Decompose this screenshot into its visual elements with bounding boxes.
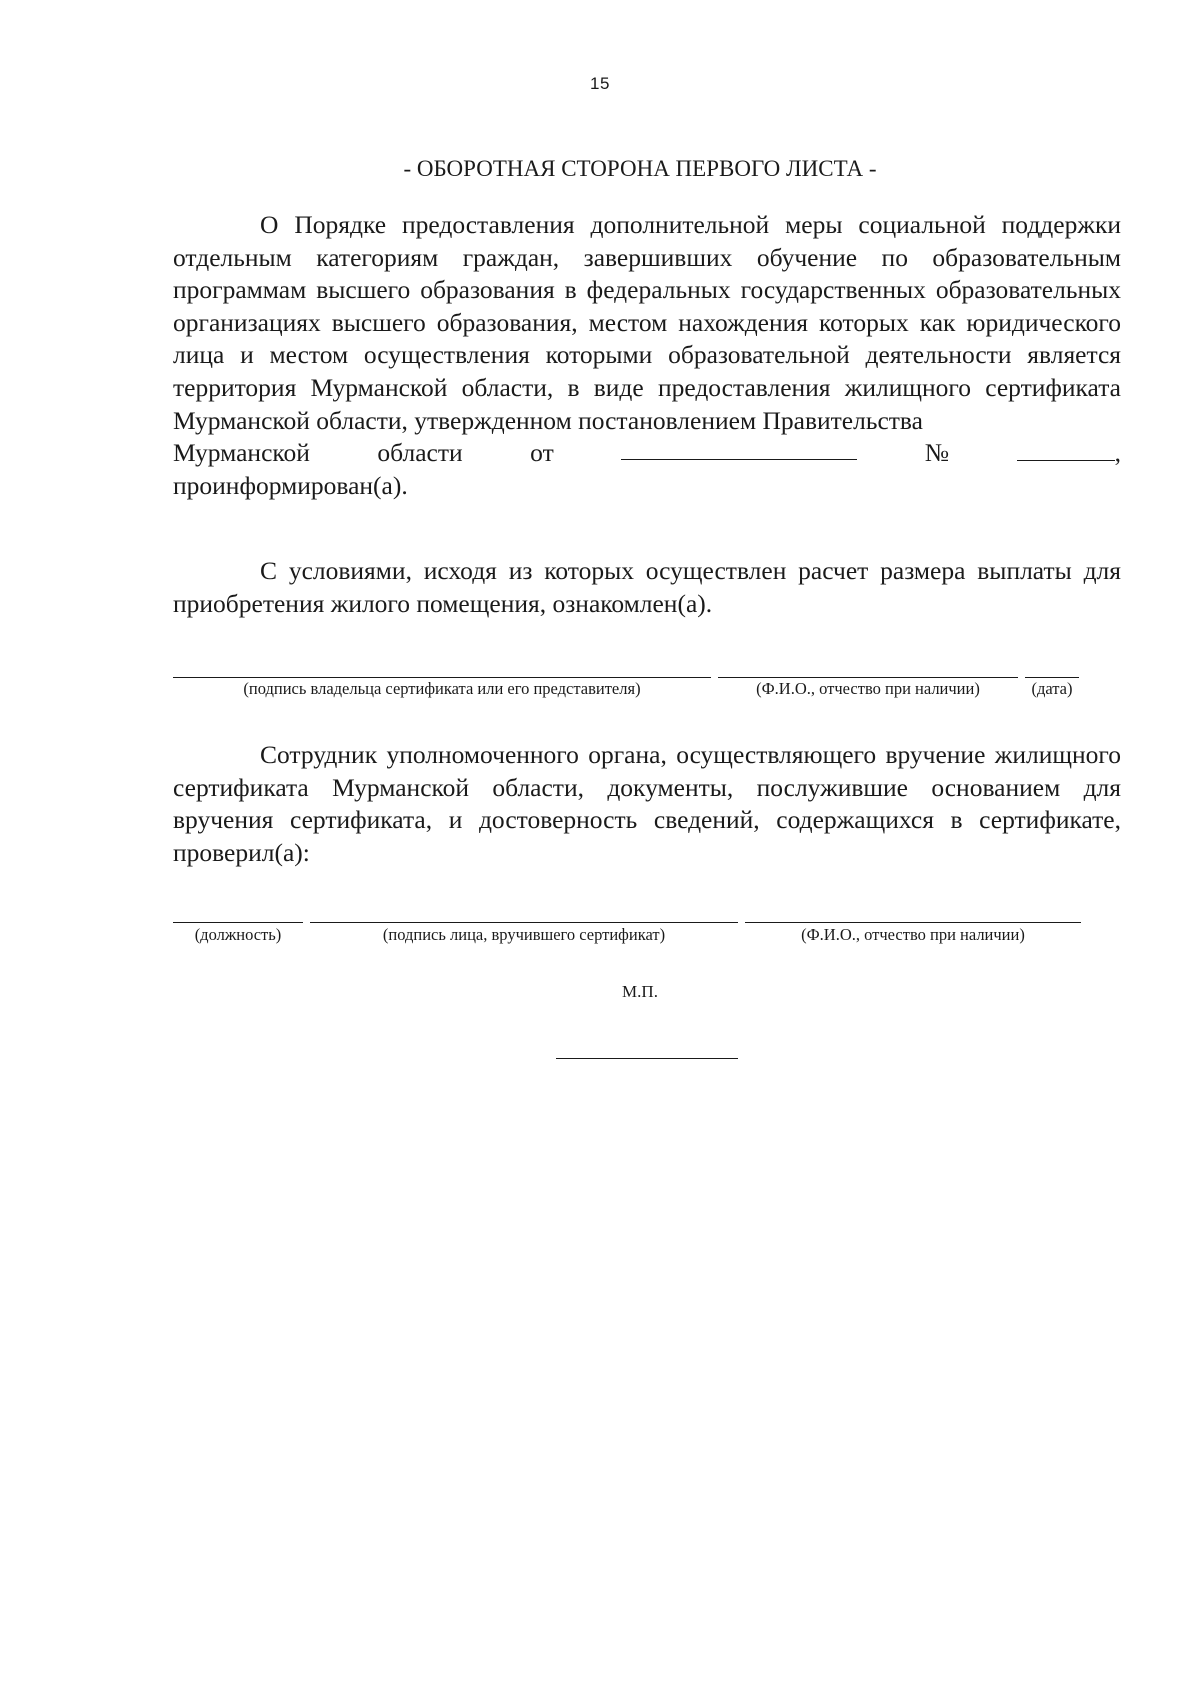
paragraph-notification-last-line: проинформирован(а). (173, 470, 408, 500)
end-of-document-rule (556, 1058, 738, 1059)
employee-name-line[interactable] (745, 922, 1081, 923)
employee-name-caption: (Ф.И.О., отчество при наличии) (801, 925, 1025, 944)
paragraph-notification-text: О Порядке предоставления дополнительной меры социальной поддержки отдельным категориям граждан, завершивших обучение по образовательным программам высшего образования в федеральных государственных образовательных организациях высшего образования, местом нахождения которых как юридического лица и местом осуществления которыми образовательной деятельности является территория Мурманской области, в виде предоставления жилищного сертификата Мурманской области, утвержденном постановлением Правительства (173, 210, 1121, 435)
paragraph-employee-check (173, 739, 1121, 869)
decree-from-word: от (530, 438, 554, 468)
employee-signature-line[interactable] (310, 922, 738, 923)
decree-reference-row (173, 437, 1121, 470)
employee-position-caption: (должность) (194, 925, 282, 944)
owner-date-caption: (дата) (1031, 679, 1073, 698)
decree-oblast-word: области (377, 438, 463, 468)
owner-date-line[interactable] (1025, 677, 1079, 678)
owner-name-line[interactable] (718, 677, 1018, 678)
stamp-place-label: М.П. (622, 982, 658, 1001)
decree-number-blank[interactable] (1017, 438, 1115, 461)
paragraph-employee-check-text: Сотрудник уполномоченного органа, осуществляющего вручение жилищного сертификата Мурманской области, документы, послужившие основанием для вручения сертификата, и достоверность сведений, содержащихся в сертификате, проверил(а): (173, 740, 1121, 867)
owner-name-caption: (Ф.И.О., отчество при наличии) (756, 679, 980, 698)
decree-number-group (1017, 437, 1121, 470)
page-heading: - ОБОРОТНАЯ СТОРОНА ПЕРВОГО ЛИСТА - (403, 156, 877, 181)
employee-position-line[interactable] (173, 922, 303, 923)
employee-signature-caption: (подпись лица, вручившего сертификат) (382, 925, 666, 944)
page-number: 15 (590, 74, 610, 93)
owner-signature-line[interactable] (173, 677, 711, 678)
paragraph-conditions-text: С условиями, исходя из которых осуществлен расчет размера выплаты для приобретения жилого помещения, ознакомлен(а). (173, 556, 1121, 618)
decree-comma: , (1114, 438, 1121, 468)
paragraph-notification (173, 209, 1121, 502)
decree-date-blank[interactable] (621, 437, 857, 460)
owner-signature-caption: (подпись владельца сертификата или его представителя) (243, 679, 641, 698)
decree-region-word: Мурманской (173, 438, 310, 468)
paragraph-conditions (173, 555, 1121, 620)
number-sign: № (924, 438, 950, 468)
